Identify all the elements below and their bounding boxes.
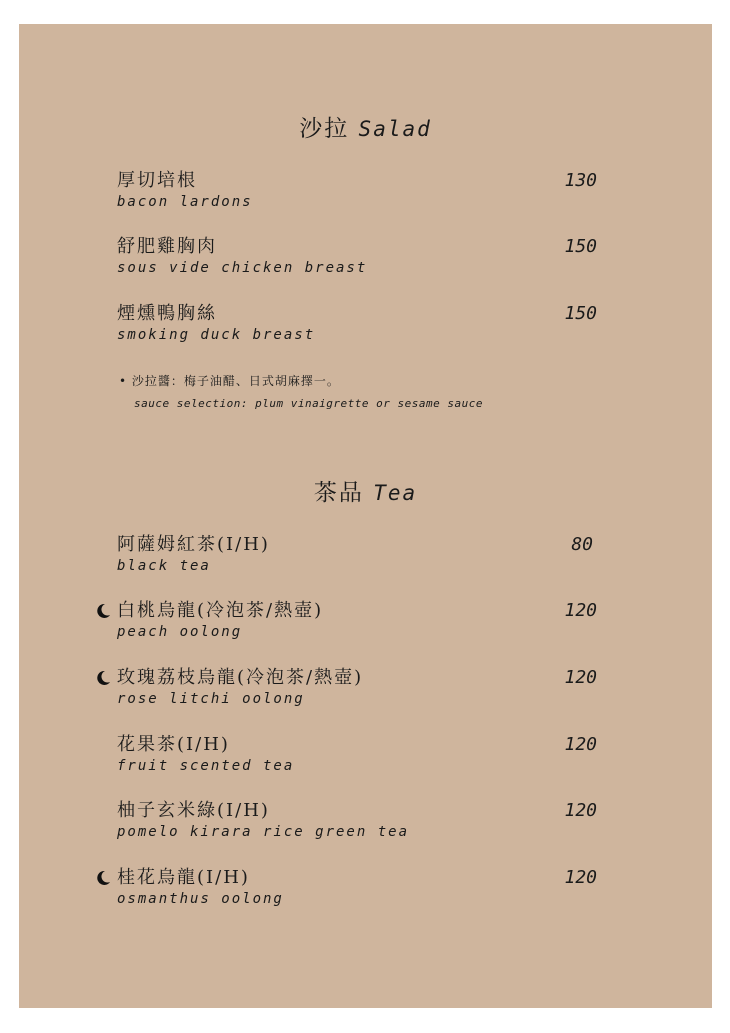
item-price: 120: [564, 867, 597, 888]
sauce-note-zh: • 沙拉醬：梅子油醋、日式胡麻擇一。: [119, 374, 340, 388]
item-price: 120: [564, 600, 597, 621]
sauce-note: [119, 372, 483, 410]
item-name-zh: 花果茶(I/H): [117, 734, 230, 755]
menu-item: [117, 734, 597, 775]
item-name-zh: 白桃烏龍(冷泡茶/熱壺): [117, 600, 324, 621]
sauce-note-en: sauce selection: plum vinaigrette or sesame sauce: [134, 397, 484, 410]
item-name-zh: 玫瑰荔枝烏龍(冷泡茶/熱壺): [117, 667, 364, 688]
menu-item: [117, 867, 597, 908]
menu-item: [117, 303, 597, 344]
menu-item: [117, 667, 597, 708]
item-name-zh: 阿薩姆紅茶(I/H): [117, 534, 270, 555]
menu-item: [117, 170, 597, 211]
item-name-zh: 舒肥雞胸肉: [117, 236, 217, 257]
tea-section-title: [19, 474, 712, 507]
salad-section-title: [19, 110, 712, 143]
crescent-moon-icon: [95, 603, 111, 619]
item-name-zh: 煙燻鴨胸絲: [117, 303, 217, 324]
item-name-en: sous vide chicken breast: [117, 260, 368, 276]
crescent-moon-icon: [95, 870, 111, 886]
salad-title-zh: 沙拉: [299, 116, 350, 142]
menu-item: [117, 600, 597, 641]
item-name-en: peach oolong: [117, 624, 243, 640]
item-price: 120: [564, 800, 597, 821]
item-price: 120: [564, 734, 597, 755]
salad-title-en: Salad: [358, 117, 432, 141]
item-name-zh: 厚切培根: [117, 170, 197, 191]
tea-title-zh: 茶品: [313, 480, 364, 506]
item-price: 80: [571, 534, 593, 555]
item-price: 120: [564, 667, 597, 688]
menu-item: [117, 800, 597, 841]
item-name-en: black tea: [117, 558, 211, 574]
item-name-zh: 桂花烏龍(I/H): [117, 867, 250, 888]
item-name-en: fruit scented tea: [117, 758, 295, 774]
item-price: 130: [564, 170, 597, 191]
item-name-en: smoking duck breast: [117, 327, 316, 343]
item-name-zh: 柚子玄米綠(I/H): [117, 800, 270, 821]
tea-title-en: Tea: [373, 481, 418, 505]
crescent-moon-icon: [95, 670, 111, 686]
item-name-en: rose litchi oolong: [117, 691, 305, 707]
item-price: 150: [564, 303, 597, 324]
menu-item: [117, 534, 597, 575]
menu-page: [19, 24, 712, 1008]
item-name-en: pomelo kirara rice green tea: [117, 824, 410, 840]
item-price: 150: [564, 236, 597, 257]
item-name-en: osmanthus oolong: [117, 891, 284, 907]
menu-item: [117, 236, 597, 277]
item-name-en: bacon lardons: [117, 194, 253, 210]
